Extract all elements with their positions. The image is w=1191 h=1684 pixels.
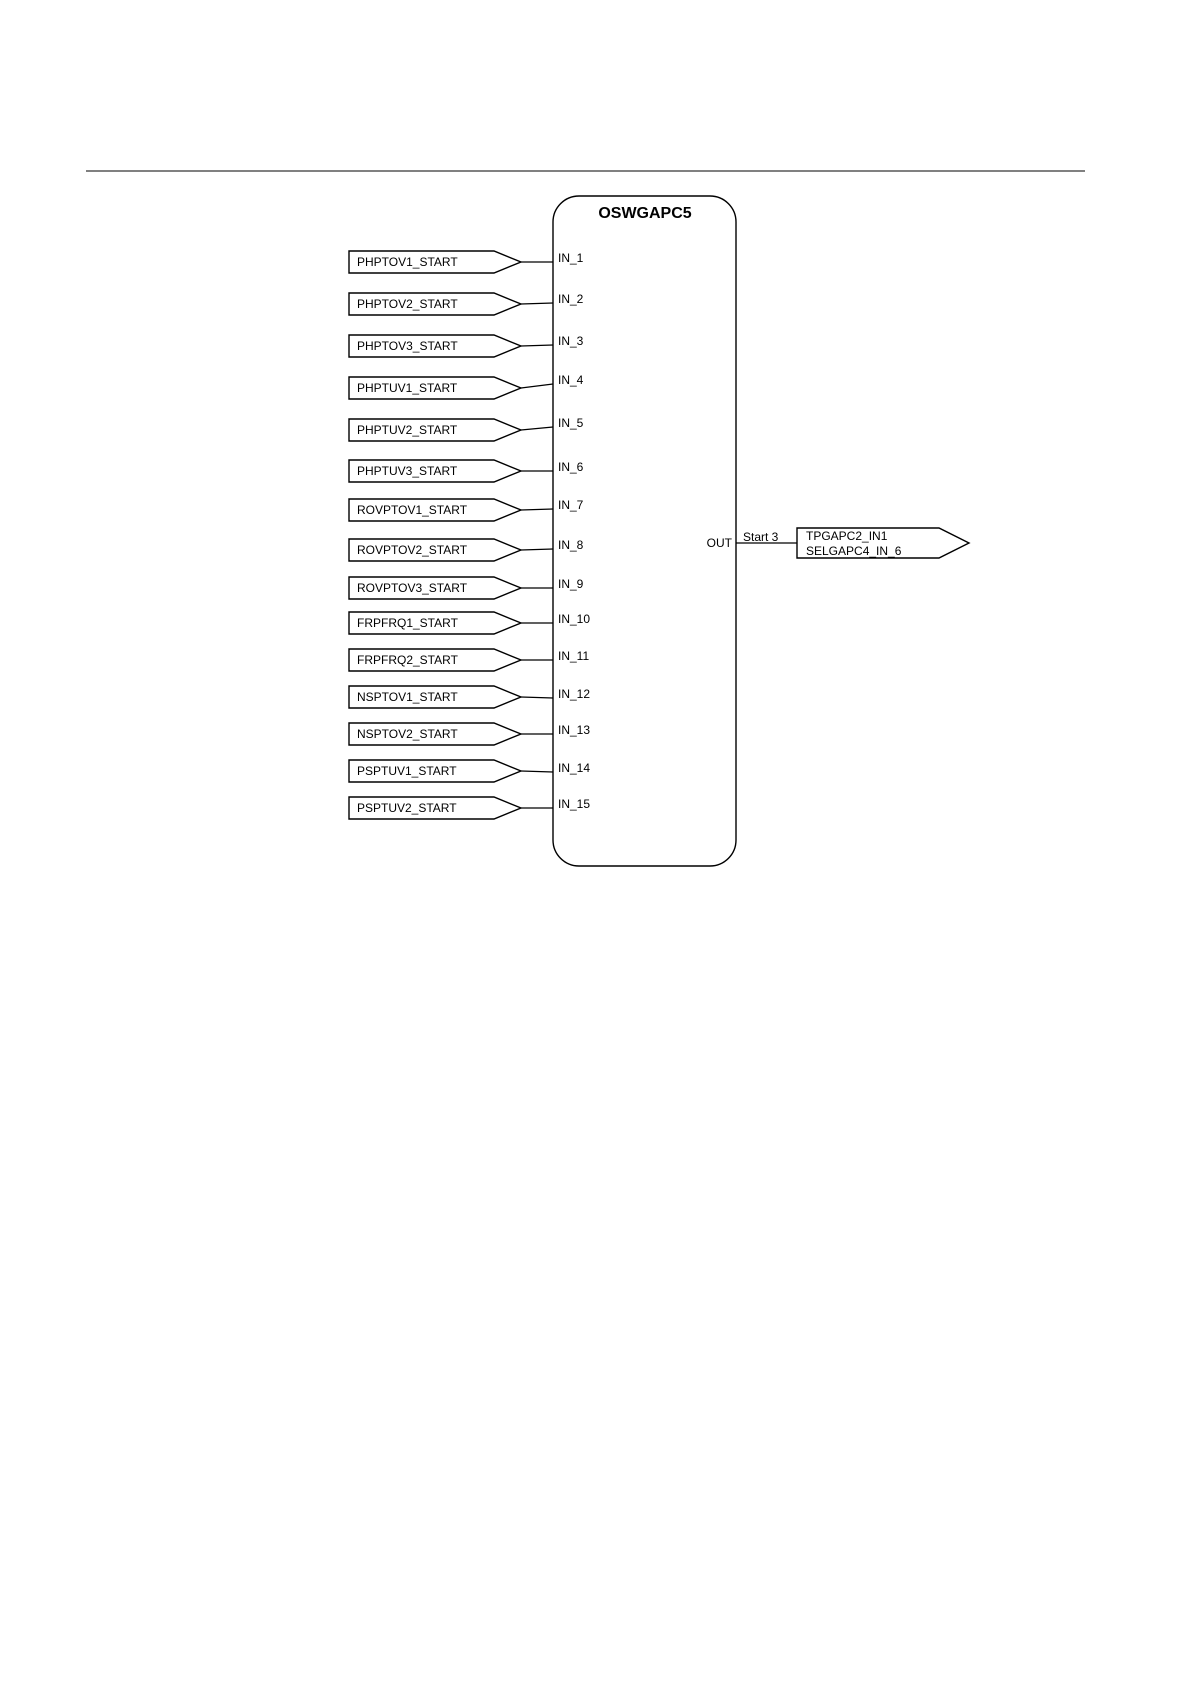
input-signal-label: PHPTOV3_START	[357, 339, 458, 353]
input-pin-label: IN_3	[558, 334, 584, 348]
input-signal-label: PHPTUV2_START	[357, 423, 458, 437]
input-wire	[521, 509, 553, 510]
input-pin-label: IN_9	[558, 577, 584, 591]
input-pin-label: IN_8	[558, 538, 584, 552]
input-pin-label: IN_6	[558, 460, 584, 474]
input-wire	[521, 384, 553, 388]
input-wire	[521, 427, 553, 430]
output-target-1: TPGAPC2_IN1	[806, 529, 888, 543]
input-signal-label: PSPTUV1_START	[357, 764, 457, 778]
input-signal-label: NSPTOV2_START	[357, 727, 458, 741]
input-wire	[521, 697, 553, 698]
input-pin-label: IN_5	[558, 416, 584, 430]
input-wire	[521, 345, 553, 346]
input-pin-label: IN_13	[558, 723, 591, 737]
output-target-2: SELGAPC4_IN_6	[806, 544, 902, 558]
input-pin-label: IN_10	[558, 612, 591, 626]
input-pin-label: IN_4	[558, 373, 584, 387]
output-pin-label: OUT	[706, 536, 732, 550]
input-signal-label: PHPTOV1_START	[357, 255, 458, 269]
input-wire	[521, 303, 553, 304]
input-signal-label: FRPFRQ1_START	[357, 616, 458, 630]
input-signal-label: ROVPTOV2_START	[357, 543, 468, 557]
input-signal-label: ROVPTOV1_START	[357, 503, 468, 517]
input-signal-label: PHPTOV2_START	[357, 297, 458, 311]
input-pin-label: IN_7	[558, 498, 584, 512]
input-pin-label: IN_2	[558, 292, 584, 306]
input-pin-label: IN_11	[558, 649, 590, 663]
input-pin-label: IN_14	[558, 761, 591, 775]
input-signal-label: PSPTUV2_START	[357, 801, 457, 815]
output-connector	[736, 528, 969, 558]
input-signal-label: ROVPTOV3_START	[357, 581, 468, 595]
input-wire	[521, 549, 553, 550]
input-signal-label: PHPTUV1_START	[357, 381, 458, 395]
input-wire	[521, 771, 553, 772]
output-wire-label: Start 3	[743, 530, 779, 544]
input-pin-label: IN_15	[558, 797, 591, 811]
input-pin-label: IN_1	[558, 251, 584, 265]
input-pin-label: IN_12	[558, 687, 591, 701]
input-signal-label: NSPTOV1_START	[357, 690, 458, 704]
function-block-title: OSWGAPC5	[598, 205, 692, 222]
input-signal-label: PHPTUV3_START	[357, 464, 458, 478]
input-signal-label: FRPFRQ2_START	[357, 653, 458, 667]
